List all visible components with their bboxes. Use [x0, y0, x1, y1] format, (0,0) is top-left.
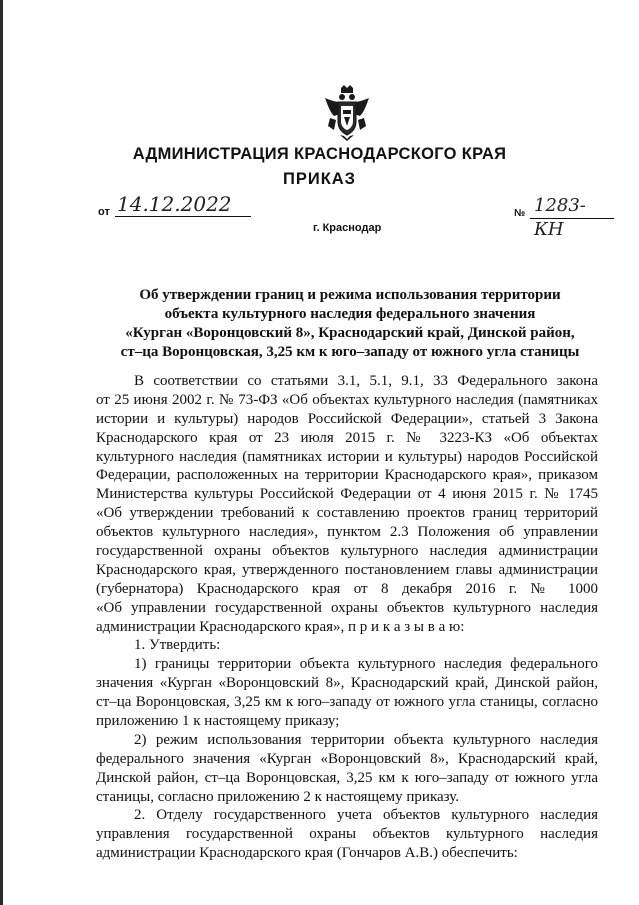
document-type: ПРИКАЗ [282, 170, 357, 188]
body-line: Федерации, расположенных на территории Краснодарского края», приказом [96, 467, 598, 484]
title-line: Об утверждении границ и режима использования территории [139, 287, 561, 303]
body-line: Динской район, ст–ца Воронцовская, 3,25 км к юго–западу от южного угла [96, 769, 598, 786]
coat-of-arms-icon [322, 84, 372, 142]
body-line: объектов культурного наследия», пунктом 2.3 Положения об управлении [96, 524, 598, 541]
body-line: администрации Краснодарского края (Гончаров А.В.) обеспечить: [96, 845, 518, 862]
number-prefix: № [514, 208, 526, 219]
title-line: «Курган «Воронцовский 8», Краснодарский край, Динской район, [125, 325, 575, 341]
title-line: ст–ца Воронцовская, 3,25 км к юго–западу от южного угла станицы [120, 344, 580, 360]
date-handwritten: 14.12.2022 [115, 192, 251, 217]
title-line: объекта культурного наследия федерального значения [164, 306, 536, 322]
body-line: от 25 июня 2002 г. № 73-ФЗ «Об объектах культурного наследия (памятниках [96, 391, 598, 408]
body-line: Краснодарского края, утвержденного постановлением главы администрации [96, 561, 598, 578]
body-line: «Об утверждении требований к составлению проектов границ территорий [96, 505, 598, 522]
body-line: Краснодарского края от 23 июля 2015 г. № 3223-КЗ «Об объектах [96, 429, 598, 446]
city-label: г. Краснодар [313, 222, 382, 234]
body-line: управления государственной охраны объектов культурного наследия [96, 826, 598, 843]
body-line: 2. Отделу государственного учета объектов культурного наследия [134, 807, 598, 824]
body-line: истории и культуры) народов Российской Федерации», статьей 3 Закона [96, 410, 598, 427]
date-prefix: от [98, 206, 110, 218]
number-handwritten: 1283-КН [530, 194, 614, 219]
body-line: станицы, согласно приложению 2 к настоящему приказу. [96, 788, 460, 805]
body-line: значения «Курган «Воронцовский 8», Краснодарский край, Динской район, [96, 675, 598, 692]
body-line: В соответствии со статьями 3.1, 5.1, 9.1, 33 Федерального закона [134, 373, 598, 389]
document-title [100, 286, 600, 362]
body-line: (губернатора) Краснодарского края от 8 декабря 2016 г. № 1000 [96, 580, 598, 597]
body-line: администрации Краснодарского края», п р и к а з ы в а ю: [96, 618, 465, 635]
body-line: Министерства культуры Российской Федерации от 4 июня 2015 г. № 1745 [96, 486, 598, 503]
body-line: 2) режим использования территории объекта культурного наследия [134, 731, 598, 748]
body-line: федерального значения «Курган «Воронцовский 8», Краснодарский край, [96, 750, 598, 767]
body-line: государственной охраны объектов культурного наследия администрации [96, 543, 598, 560]
body-line: «Об управлении государственной охраны объектов культурного наследия [96, 599, 598, 616]
body-line: 1) границы территории объекта культурного наследия федерального [134, 656, 598, 673]
body-line: приложению 1 к настоящему приказу; [96, 713, 340, 730]
body-line: 1. Утвердить: [134, 637, 221, 654]
scan-edge [0, 0, 3, 905]
agency-name: АДМИНИСТРАЦИЯ КРАСНОДАРСКОГО КРАЯ [132, 145, 507, 163]
document-body [96, 372, 598, 863]
body-line: ст–ца Воронцовская, 3,25 км к юго–западу от южного угла станицы, согласно [96, 694, 598, 711]
body-line: культурного наследия (памятниках истории и культуры) народов Российской [96, 448, 598, 465]
